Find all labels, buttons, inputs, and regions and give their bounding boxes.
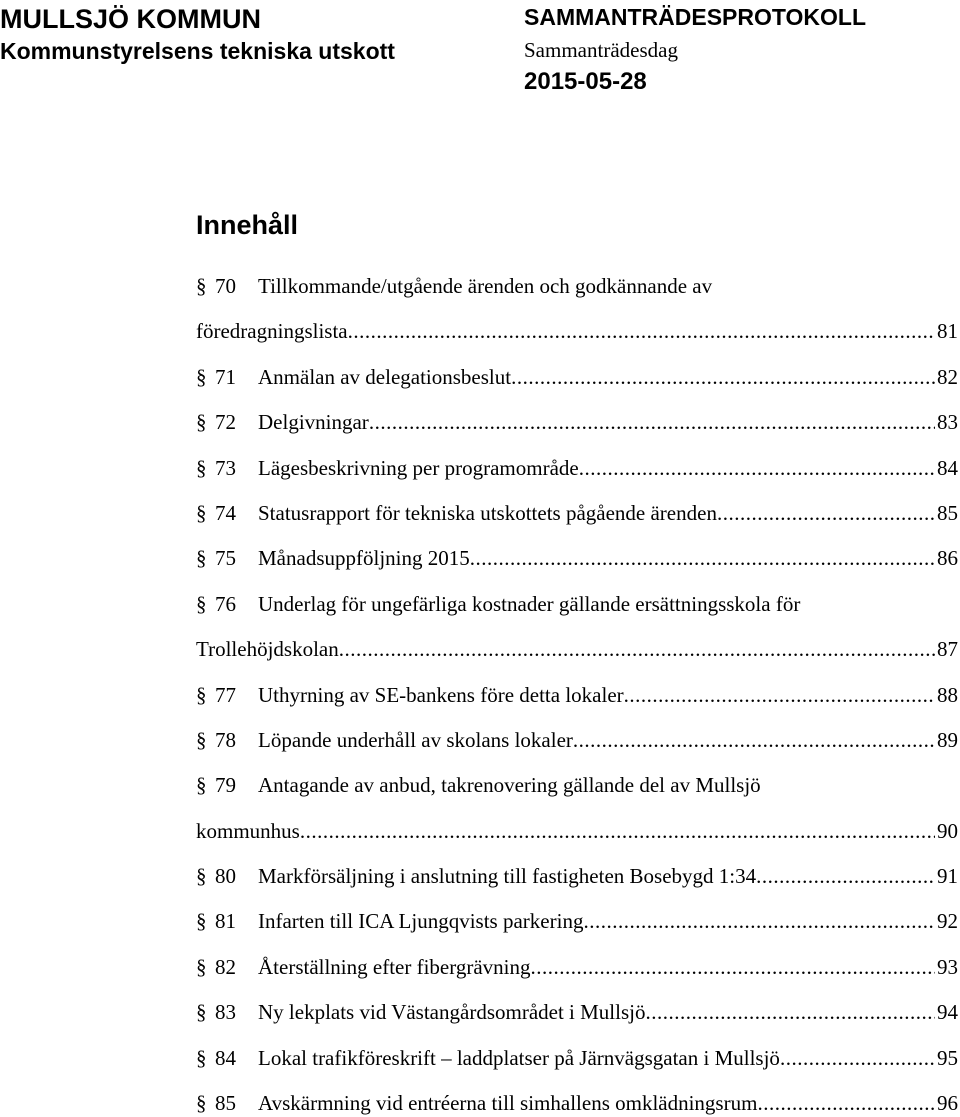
toc-entry[interactable] xyxy=(196,363,958,391)
toc-entry[interactable] xyxy=(196,590,958,663)
toc-entry-page: 96 xyxy=(937,1091,958,1116)
toc-leader-dots xyxy=(348,317,935,345)
section-sign-icon: § xyxy=(196,727,207,752)
toc-leader-dots xyxy=(756,862,935,890)
toc-entry-title: Infarten till ICA Ljungqvists parkering xyxy=(258,909,584,934)
toc-entry-number: 72 xyxy=(215,410,236,435)
toc-entry[interactable] xyxy=(196,1044,958,1072)
toc-entry[interactable] xyxy=(196,544,958,572)
toc-entry-title: Ny lekplats vid Västangårdsområdet i Mullsjö xyxy=(258,1000,646,1025)
toc-entry-title: föredragningslista xyxy=(196,319,348,344)
toc-leader-dots xyxy=(645,998,935,1026)
toc-entry-page: 87 xyxy=(937,637,958,662)
toc-entry[interactable] xyxy=(196,771,958,844)
toc-entry-page: 85 xyxy=(937,500,958,525)
toc-entry[interactable] xyxy=(196,862,958,890)
toc-entry-number: 85 xyxy=(215,1091,236,1116)
toc-entry-page: 95 xyxy=(937,1045,958,1070)
toc-leader-dots xyxy=(579,454,935,482)
toc-entry-title: Markförsäljning i anslutning till fastigheten Bosebygd 1:34 xyxy=(258,864,757,889)
section-sign-icon: § xyxy=(196,591,207,616)
section-sign-icon: § xyxy=(196,500,207,525)
toc-entry-number: 70 xyxy=(215,274,236,298)
section-sign-icon: § xyxy=(196,364,207,389)
toc-leader-dots xyxy=(531,953,935,981)
section-sign-icon: § xyxy=(196,682,207,707)
toc-entry-number: 83 xyxy=(215,1000,236,1025)
meeting-date-label: Sammanträdesdag xyxy=(524,38,678,62)
toc-entry-title: Uthyrning av SE-bankens före detta lokaler xyxy=(258,682,624,707)
section-sign-icon: § xyxy=(196,1091,207,1116)
toc-entry-title: Statusrapport för tekniska utskottets pågående ärenden xyxy=(258,500,717,525)
section-sign-icon: § xyxy=(196,864,207,889)
toc-entry-page: 82 xyxy=(937,364,958,389)
toc-entry-title: Lokal trafikföreskrift – laddplatser på Järnvägsgatan i Mullsjö xyxy=(258,1045,780,1070)
toc-entry-number: 81 xyxy=(215,909,236,934)
toc-entry-title: Delgivningar xyxy=(258,410,369,435)
section-sign-icon: § xyxy=(196,455,207,480)
committee-name: Kommunstyrelsens tekniska utskott xyxy=(0,38,395,64)
section-sign-icon: § xyxy=(196,773,207,798)
toc-entry-title-line: Tillkommande/utgående ärenden och godkännande av xyxy=(258,274,713,298)
toc-leader-dots xyxy=(470,544,935,572)
toc-entry-title-line: Underlag för ungefärliga kostnader gällande ersättningsskola för xyxy=(258,591,801,616)
toc-entry-number: 77 xyxy=(215,682,236,707)
section-sign-icon: § xyxy=(196,410,207,435)
toc-leader-dots xyxy=(369,408,935,436)
toc-entry-number: 74 xyxy=(215,500,236,525)
toc-entry-page: 89 xyxy=(937,727,958,752)
toc-entry-title: Lägesbeskrivning per programområde xyxy=(258,455,579,480)
toc-entry-title: Anmälan av delegationsbeslut xyxy=(258,364,512,389)
toc-entry-number: 80 xyxy=(215,864,236,889)
toc-entry-page: 92 xyxy=(937,909,958,934)
toc-entry-number: 76 xyxy=(215,591,236,616)
toc-entry[interactable] xyxy=(196,408,958,436)
toc-leader-dots xyxy=(300,817,935,845)
toc-entry[interactable] xyxy=(196,998,958,1026)
toc-entry-title: Månadsuppföljning 2015 xyxy=(258,546,470,571)
section-sign-icon: § xyxy=(196,546,207,571)
organization-name: MULLSJÖ KOMMUN xyxy=(0,4,261,34)
toc-entry-page: 90 xyxy=(937,818,958,843)
section-sign-icon: § xyxy=(196,909,207,934)
toc-entry[interactable] xyxy=(196,1089,958,1117)
toc-entry[interactable] xyxy=(196,907,958,935)
section-sign-icon: § xyxy=(196,1045,207,1070)
toc-leader-dots xyxy=(511,363,935,391)
toc-entry-title: Återställning efter fibergrävning xyxy=(258,954,531,979)
toc-leader-dots xyxy=(757,1089,935,1117)
toc-entry[interactable] xyxy=(196,681,958,709)
toc-entry-page: 81 xyxy=(937,319,958,344)
toc-entry-title-line: Antagande av anbud, takrenovering gällande del av Mullsjö xyxy=(258,773,761,798)
document-type: SAMMANTRÄDESPROTOKOLL xyxy=(524,4,867,30)
toc-entry-title: Avskärmning vid entréerna till simhallens omklädningsrum xyxy=(258,1091,758,1116)
toc-entry[interactable] xyxy=(196,499,958,527)
toc-entry-number: 79 xyxy=(215,773,236,798)
table-of-contents xyxy=(196,272,958,1117)
toc-entry-page: 84 xyxy=(937,455,958,480)
toc-entry-page: 86 xyxy=(937,546,958,571)
section-sign-icon: § xyxy=(196,274,207,298)
toc-entry-number: 75 xyxy=(215,546,236,571)
toc-title: Innehåll xyxy=(196,210,299,240)
toc-leader-dots xyxy=(583,907,935,935)
toc-entry-page: 93 xyxy=(937,954,958,979)
toc-entry-title: kommunhus xyxy=(196,818,300,843)
toc-entry-number: 73 xyxy=(215,455,236,480)
toc-entry-page: 88 xyxy=(937,682,958,707)
toc-entry-title: Löpande underhåll av skolans lokaler xyxy=(258,727,573,752)
toc-leader-dots xyxy=(573,726,935,754)
toc-entry-page: 94 xyxy=(937,1000,958,1025)
toc-entry-number: 84 xyxy=(215,1045,236,1070)
toc-entry[interactable] xyxy=(196,726,958,754)
toc-entry-title: Trollehöjdskolan xyxy=(196,637,339,662)
toc-entry[interactable] xyxy=(196,953,958,981)
toc-entry[interactable] xyxy=(196,454,958,482)
meeting-date: 2015-05-28 xyxy=(524,68,647,95)
toc-entry-number: 71 xyxy=(215,364,236,389)
toc-entry[interactable] xyxy=(196,272,958,345)
toc-entry-number: 78 xyxy=(215,727,236,752)
toc-entry-number: 82 xyxy=(215,954,236,979)
toc-leader-dots xyxy=(339,635,935,663)
toc-leader-dots xyxy=(624,681,935,709)
toc-entry-page: 91 xyxy=(937,864,958,889)
toc-leader-dots xyxy=(780,1044,935,1072)
toc-entry-page: 83 xyxy=(937,410,958,435)
section-sign-icon: § xyxy=(196,954,207,979)
toc-leader-dots xyxy=(717,499,935,527)
section-sign-icon: § xyxy=(196,1000,207,1025)
